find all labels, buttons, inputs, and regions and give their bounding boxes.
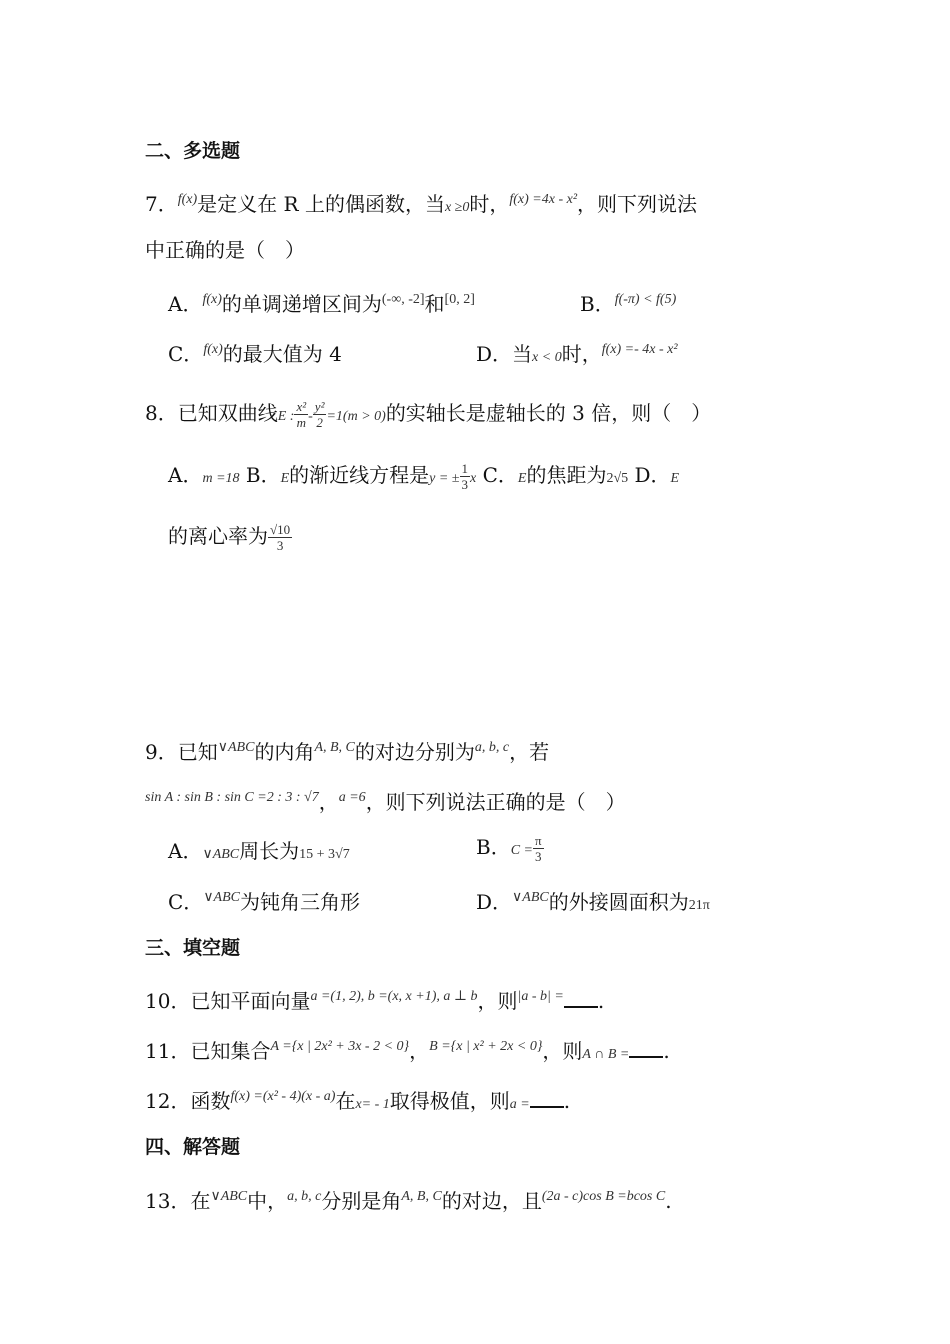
math-expression: =1(m > 0) <box>326 409 386 424</box>
math-operator: - <box>308 409 313 424</box>
question-text: 在 <box>335 1089 356 1113</box>
math-expression: 2√5 <box>606 471 629 486</box>
option-text: 的外接圆面积为 <box>548 890 689 914</box>
q7-option-c <box>168 336 342 368</box>
q9-option-d <box>476 884 710 920</box>
question-text: . <box>663 1039 670 1063</box>
math-expression: ∨ABC <box>210 1189 248 1204</box>
question-number: 9． <box>145 740 178 764</box>
option-text: 周长为 <box>239 839 300 863</box>
q7-option-a <box>168 286 475 318</box>
option-label: D． <box>634 463 671 487</box>
math-expression: A, B, C <box>314 740 355 755</box>
section-heading-multi-choice: 二、多选题 <box>145 140 241 162</box>
math-expression: x ≥0 <box>444 200 470 215</box>
question-text: 中， <box>247 1189 288 1213</box>
option-label: B． <box>245 463 281 487</box>
fraction-denominator: 3 <box>276 538 284 553</box>
math-expression: x= - 1 <box>355 1097 390 1112</box>
option-text: 为钝角三角形 <box>240 890 361 914</box>
question-text: 分别是角 <box>321 1189 402 1213</box>
question-text: ， <box>318 790 339 814</box>
q8-options-line <box>168 458 679 496</box>
question-text: ，则下列说法正确的是（ ） <box>365 790 626 814</box>
question-number: 12． <box>145 1089 191 1113</box>
question-number: 8． <box>145 401 178 425</box>
question-text: 取得极值，则 <box>389 1089 510 1113</box>
math-expression: f(x) =- 4x - x² <box>601 342 678 357</box>
section-heading-answer: 四、解答题 <box>145 1136 241 1158</box>
math-expression: f(-π) < f(5) <box>614 292 677 307</box>
q9-option-c <box>168 884 360 916</box>
section-heading-fill-blank: 三、填空题 <box>145 937 241 959</box>
option-label: A． <box>168 839 203 863</box>
math-expression: m =18 <box>202 471 240 486</box>
answer-blank[interactable] <box>530 1086 564 1108</box>
math-expression: x < 0 <box>532 350 562 365</box>
fraction-numerator: y² <box>314 399 325 414</box>
question-text: ， <box>409 1039 430 1063</box>
math-expression: a, b, c <box>287 1189 322 1204</box>
question-text: 时， <box>469 192 510 216</box>
question-text: 的对边，且 <box>441 1189 542 1213</box>
fraction-numerator: π <box>535 833 542 848</box>
option-label: B． <box>580 292 615 316</box>
question-text: ，若 <box>509 740 550 764</box>
answer-blank[interactable] <box>564 986 598 1008</box>
math-expression: a =(1, 2), b =(x, x +1), a ⊥ b <box>310 989 478 1004</box>
fraction-denominator: 3 <box>535 849 542 864</box>
fraction-denominator: 3 <box>461 477 468 492</box>
question-text: . <box>563 1089 571 1113</box>
q9-option-b <box>476 830 544 868</box>
math-expression: E <box>280 471 290 486</box>
option-text: 的焦距为 <box>526 463 607 487</box>
math-expression: A, B, C <box>401 1189 442 1204</box>
question-text: . <box>597 989 605 1013</box>
option-label: D． <box>476 342 513 366</box>
math-expression: f(x) <box>202 292 222 307</box>
fraction <box>294 399 308 430</box>
math-expression: 21π <box>688 898 710 913</box>
math-expression: a =6 <box>338 790 366 805</box>
math-expression: y = ± <box>429 471 460 486</box>
question-number: 11． <box>145 1039 191 1063</box>
option-label: C． <box>168 890 204 914</box>
question-text: ，则 <box>542 1039 583 1063</box>
math-expression: a = <box>509 1097 530 1112</box>
question-9-line-1 <box>145 734 549 766</box>
fraction <box>313 399 327 430</box>
math-expression: 15 + 3√7 <box>299 847 350 862</box>
math-expression: f(x) =(x² - 4)(x - a) <box>230 1089 336 1104</box>
question-text: 已知集合 <box>190 1039 271 1063</box>
math-expression: |a - b| = <box>517 989 564 1004</box>
question-8-line-1 <box>145 396 711 434</box>
fraction <box>533 833 544 864</box>
question-7-line-2: 中正确的是（ ） <box>145 238 305 262</box>
question-text: 已知 <box>177 740 218 764</box>
fraction-numerator: x² <box>296 399 307 414</box>
math-expression: f(x) <box>203 342 223 357</box>
question-text: 已知平面向量 <box>190 989 311 1013</box>
question-text: 在 <box>190 1189 211 1213</box>
question-text: ，则下列说法 <box>577 192 698 216</box>
math-expression: a, b, c <box>474 740 510 755</box>
option-label: A． <box>168 292 203 316</box>
answer-blank[interactable] <box>629 1036 663 1058</box>
question-7-line-1 <box>145 186 697 222</box>
question-text: . <box>665 1189 672 1213</box>
math-expression: A ={x | 2x² + 3x - 2 < 0} <box>270 1039 410 1054</box>
math-expression: ∨ABC <box>217 740 255 755</box>
question-number: 7． <box>145 192 178 216</box>
math-expression: C = <box>510 843 533 858</box>
math-expression: ∨ABC <box>203 890 241 905</box>
option-text: 的渐近线方程是 <box>289 463 430 487</box>
math-expression: (2a - c)cos B =bcos C <box>541 1189 666 1204</box>
question-text: 的对边分别为 <box>354 740 475 764</box>
q8-option-d-line-2 <box>168 518 292 554</box>
fraction <box>268 522 292 553</box>
q7-option-b <box>580 286 676 318</box>
fraction-numerator: √10 <box>270 522 291 537</box>
option-label: B． <box>476 835 511 859</box>
math-expression: x <box>470 471 477 486</box>
option-text: 当 <box>512 342 533 366</box>
question-text: ，则 <box>477 989 518 1013</box>
question-number: 13． <box>145 1189 191 1213</box>
question-text: 是定义在 R 上的偶函数，当 <box>197 192 445 216</box>
math-expression: ∨ABC <box>512 890 549 905</box>
math-expression: A ∩ B = <box>582 1047 630 1062</box>
option-label: D． <box>476 890 513 914</box>
option-text: 的单调递增区间为 <box>221 292 382 316</box>
fraction-denominator: m <box>296 415 306 430</box>
question-13 <box>145 1183 672 1215</box>
math-expression: E : <box>277 409 295 424</box>
q7-option-d <box>476 336 678 372</box>
question-text: 已知双曲线 <box>177 401 278 425</box>
option-text: 和 <box>424 292 445 316</box>
question-text: 函数 <box>190 1089 231 1113</box>
option-text: 的最大值为 4 <box>222 342 342 366</box>
math-expression: f(x) <box>177 192 198 207</box>
math-expression: E <box>517 471 527 486</box>
question-number: 10． <box>145 989 191 1013</box>
fraction-numerator: 1 <box>461 461 468 476</box>
question-11 <box>145 1033 670 1069</box>
q9-option-a <box>168 834 350 872</box>
math-expression: sin A : sin B : sin C =2 : 3 : √7 <box>145 790 319 805</box>
option-label: C． <box>168 342 204 366</box>
math-expression: B ={x | x² + 2x < 0} <box>429 1039 543 1054</box>
option-text: 的离心率为 <box>168 524 268 548</box>
option-text: 时， <box>561 342 602 366</box>
question-9-line-2 <box>145 784 626 816</box>
option-label: A． <box>168 463 203 487</box>
math-expression: f(x) =4x - x² <box>509 192 578 207</box>
question-12 <box>145 1083 570 1119</box>
option-label: C． <box>482 463 518 487</box>
question-10 <box>145 983 604 1015</box>
math-expression: ∨ABC <box>202 847 240 862</box>
fraction <box>460 461 471 492</box>
fraction-denominator: 2 <box>316 415 323 430</box>
question-text: 的实轴长是虚轴长的 3 倍，则（ ） <box>385 401 712 425</box>
math-expression: (-∞, -2] <box>381 292 425 307</box>
math-expression: [0, 2] <box>444 292 475 307</box>
question-text: 的内角 <box>254 740 315 764</box>
math-expression: E <box>670 471 680 486</box>
